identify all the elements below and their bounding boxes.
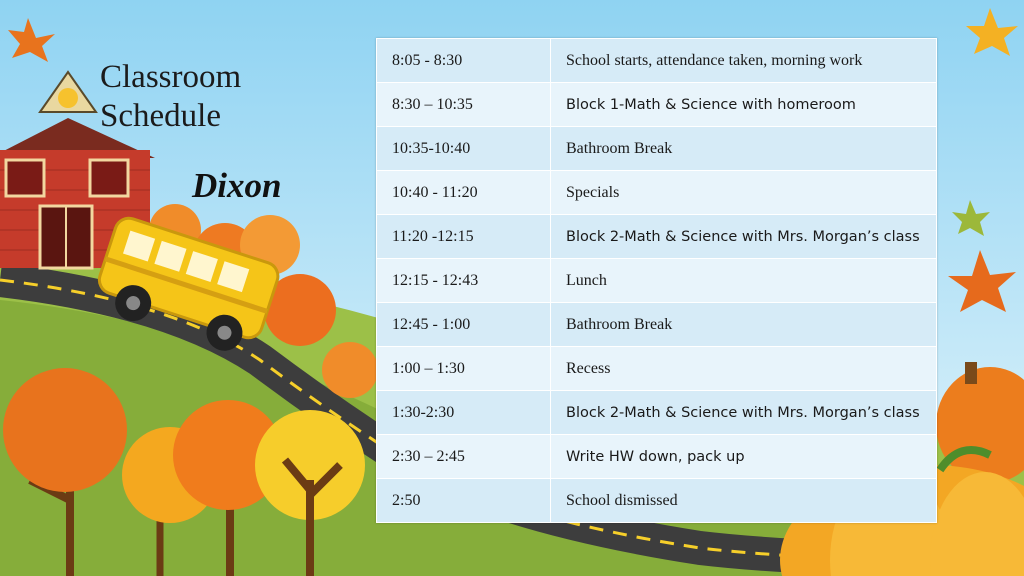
page-title <box>100 58 241 136</box>
title-line-1: Classroom <box>100 59 242 95</box>
activity-cell: Block 2-Math & Science with Mrs. Morgan’s class <box>551 391 937 435</box>
activity-cell: School dismissed <box>551 479 937 523</box>
table-row <box>377 259 937 303</box>
title-line-2: Schedule <box>100 98 221 134</box>
table-row <box>377 479 937 523</box>
time-cell: 1:30-2:30 <box>377 391 551 435</box>
table-row <box>377 127 937 171</box>
table-row <box>377 391 937 435</box>
activity-cell: Write HW down, pack up <box>551 435 937 479</box>
activity-cell: Bathroom Break <box>551 303 937 347</box>
activity-cell: School starts, attendance taken, morning work <box>551 39 937 83</box>
activity-cell: Block 2-Math & Science with Mrs. Morgan’s class <box>551 215 937 259</box>
activity-cell: Bathroom Break <box>551 127 937 171</box>
activity-cell: Specials <box>551 171 937 215</box>
time-cell: 10:35-10:40 <box>377 127 551 171</box>
table-row <box>377 39 937 83</box>
activity-cell: Block 1-Math & Science with homeroom <box>551 83 937 127</box>
time-cell: 12:45 - 1:00 <box>377 303 551 347</box>
time-cell: 10:40 - 11:20 <box>377 171 551 215</box>
table-row <box>377 435 937 479</box>
table-row <box>377 171 937 215</box>
time-cell: 8:05 - 8:30 <box>377 39 551 83</box>
table-row <box>377 347 937 391</box>
table-row <box>377 215 937 259</box>
time-cell: 1:00 – 1:30 <box>377 347 551 391</box>
teacher-name: Dixon <box>192 166 282 205</box>
time-cell: 11:20 -12:15 <box>377 215 551 259</box>
activity-cell: Recess <box>551 347 937 391</box>
time-cell: 2:50 <box>377 479 551 523</box>
table-row <box>377 83 937 127</box>
time-cell: 12:15 - 12:43 <box>377 259 551 303</box>
activity-cell: Lunch <box>551 259 937 303</box>
time-cell: 2:30 – 2:45 <box>377 435 551 479</box>
schedule-table <box>376 38 937 523</box>
time-cell: 8:30 – 10:35 <box>377 83 551 127</box>
table-row <box>377 303 937 347</box>
